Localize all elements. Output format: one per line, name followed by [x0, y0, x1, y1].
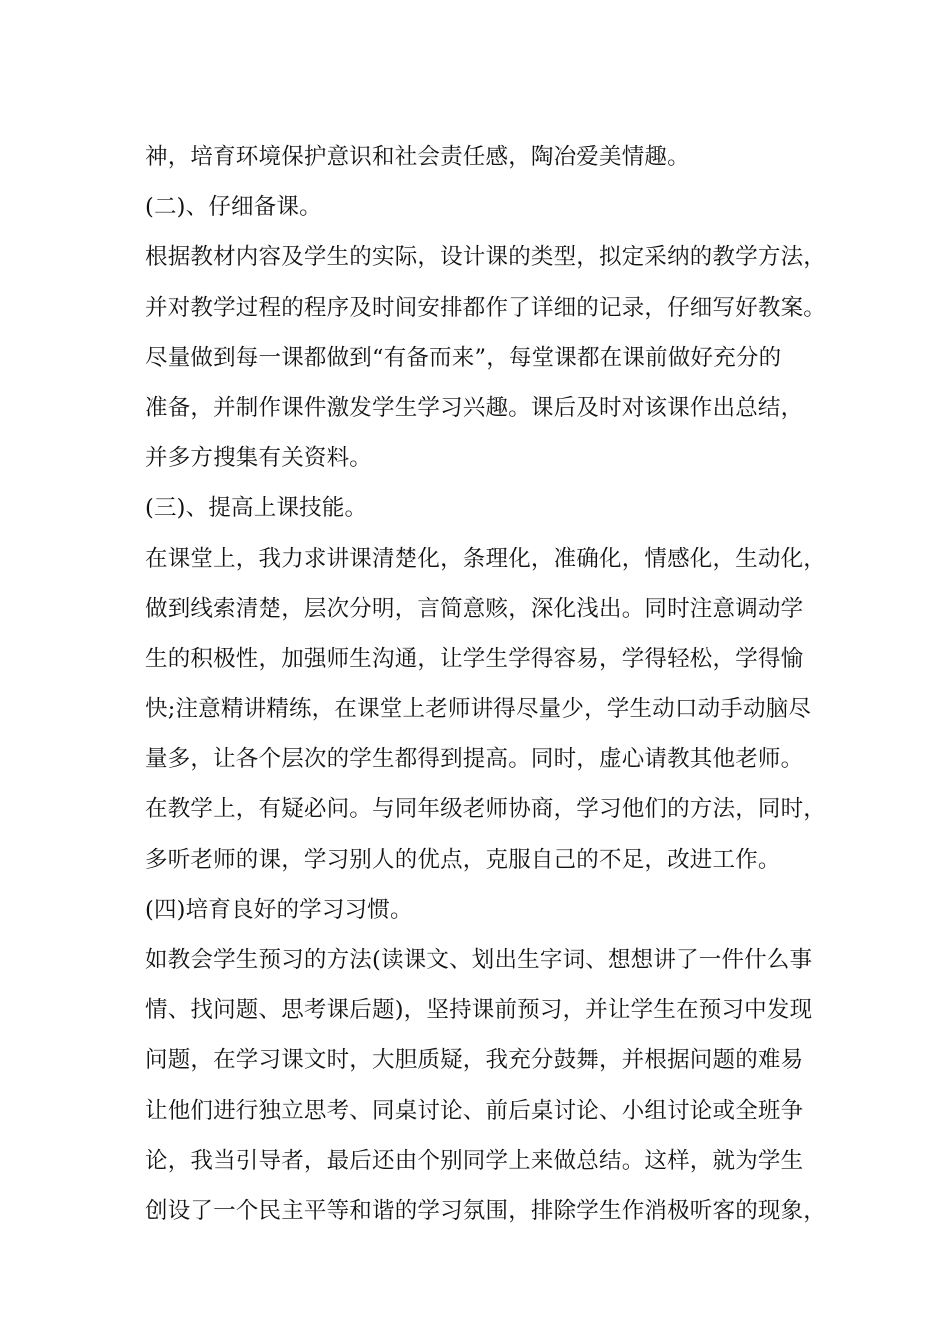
body-line-20: 让他们进行独立思考、同桌讨论、前后桌讨论、小组讨论或全班争 [145, 1097, 804, 1124]
body-line-7: 并多方搜集有关资料。 [145, 445, 373, 472]
body-line-10: 做到线索清楚，层次分明，言简意赅，深化浅出。同时注意调动学 [145, 595, 804, 622]
body-line-22: 创设了一个民主平等和谐的学习氛围，排除学生作消极听客的现象， [145, 1197, 827, 1224]
body-line-3: 根据教材内容及学生的实际，设计课的类型，拟定采纳的教学方法， [145, 244, 827, 271]
body-line-11: 生的积极性，加强师生沟通，让学生学得容易，学得轻松，学得愉 [145, 645, 804, 672]
body-line-15: 多听老师的课，学习别人的优点，克服自己的不足，改进工作。 [145, 846, 781, 873]
body-line-17: 如教会学生预习的方法(读课文、划出生字词、想想讲了一件什么事 [145, 947, 813, 973]
section-heading-2: (二)、仔细备课。 [145, 194, 322, 221]
body-line-12: 快;注意精讲精练，在课堂上老师讲得尽量少，学生动口动手动脑尽 [145, 696, 812, 723]
body-line-13: 量多，让各个层次的学生都得到提高。同时，虚心请教其他老师。 [145, 746, 804, 773]
section-heading-4: (四)培育良好的学习习惯。 [145, 896, 413, 923]
body-line-1: 神，培育环境保护意识和社会责任感，陶冶爱美情趣。 [145, 144, 690, 170]
body-line-9: 在课堂上，我力求讲课清楚化，条理化，准确化，情感化，生动化， [145, 545, 827, 572]
body-line-18: 情、找问题、思考课后题)，坚持课前预习，并让学生在预习中发现 [145, 997, 813, 1024]
body-line-6: 准备，并制作课件激发学生学习兴趣。课后及时对该课作出总结， [145, 394, 804, 421]
section-heading-3: (三)、提高上课技能。 [145, 495, 368, 522]
body-line-5: 尽量做到每一课都做到“有备而来”，每堂课都在课前做好充分的 [145, 344, 782, 371]
body-line-21: 论，我当引导者，最后还由个别同学上来做总结。这样，就为学生 [145, 1147, 804, 1174]
body-line-14: 在教学上，有疑必问。与同年级老师协商，学习他们的方法，同时， [145, 796, 827, 823]
body-line-19: 问题，在学习课文时，大胆质疑，我充分鼓舞，并根据问题的难易 [145, 1047, 804, 1074]
body-line-4: 并对教学过程的程序及时间安排都作了详细的记录，仔细写好教案。 [145, 294, 827, 321]
document-body [145, 132, 835, 1236]
